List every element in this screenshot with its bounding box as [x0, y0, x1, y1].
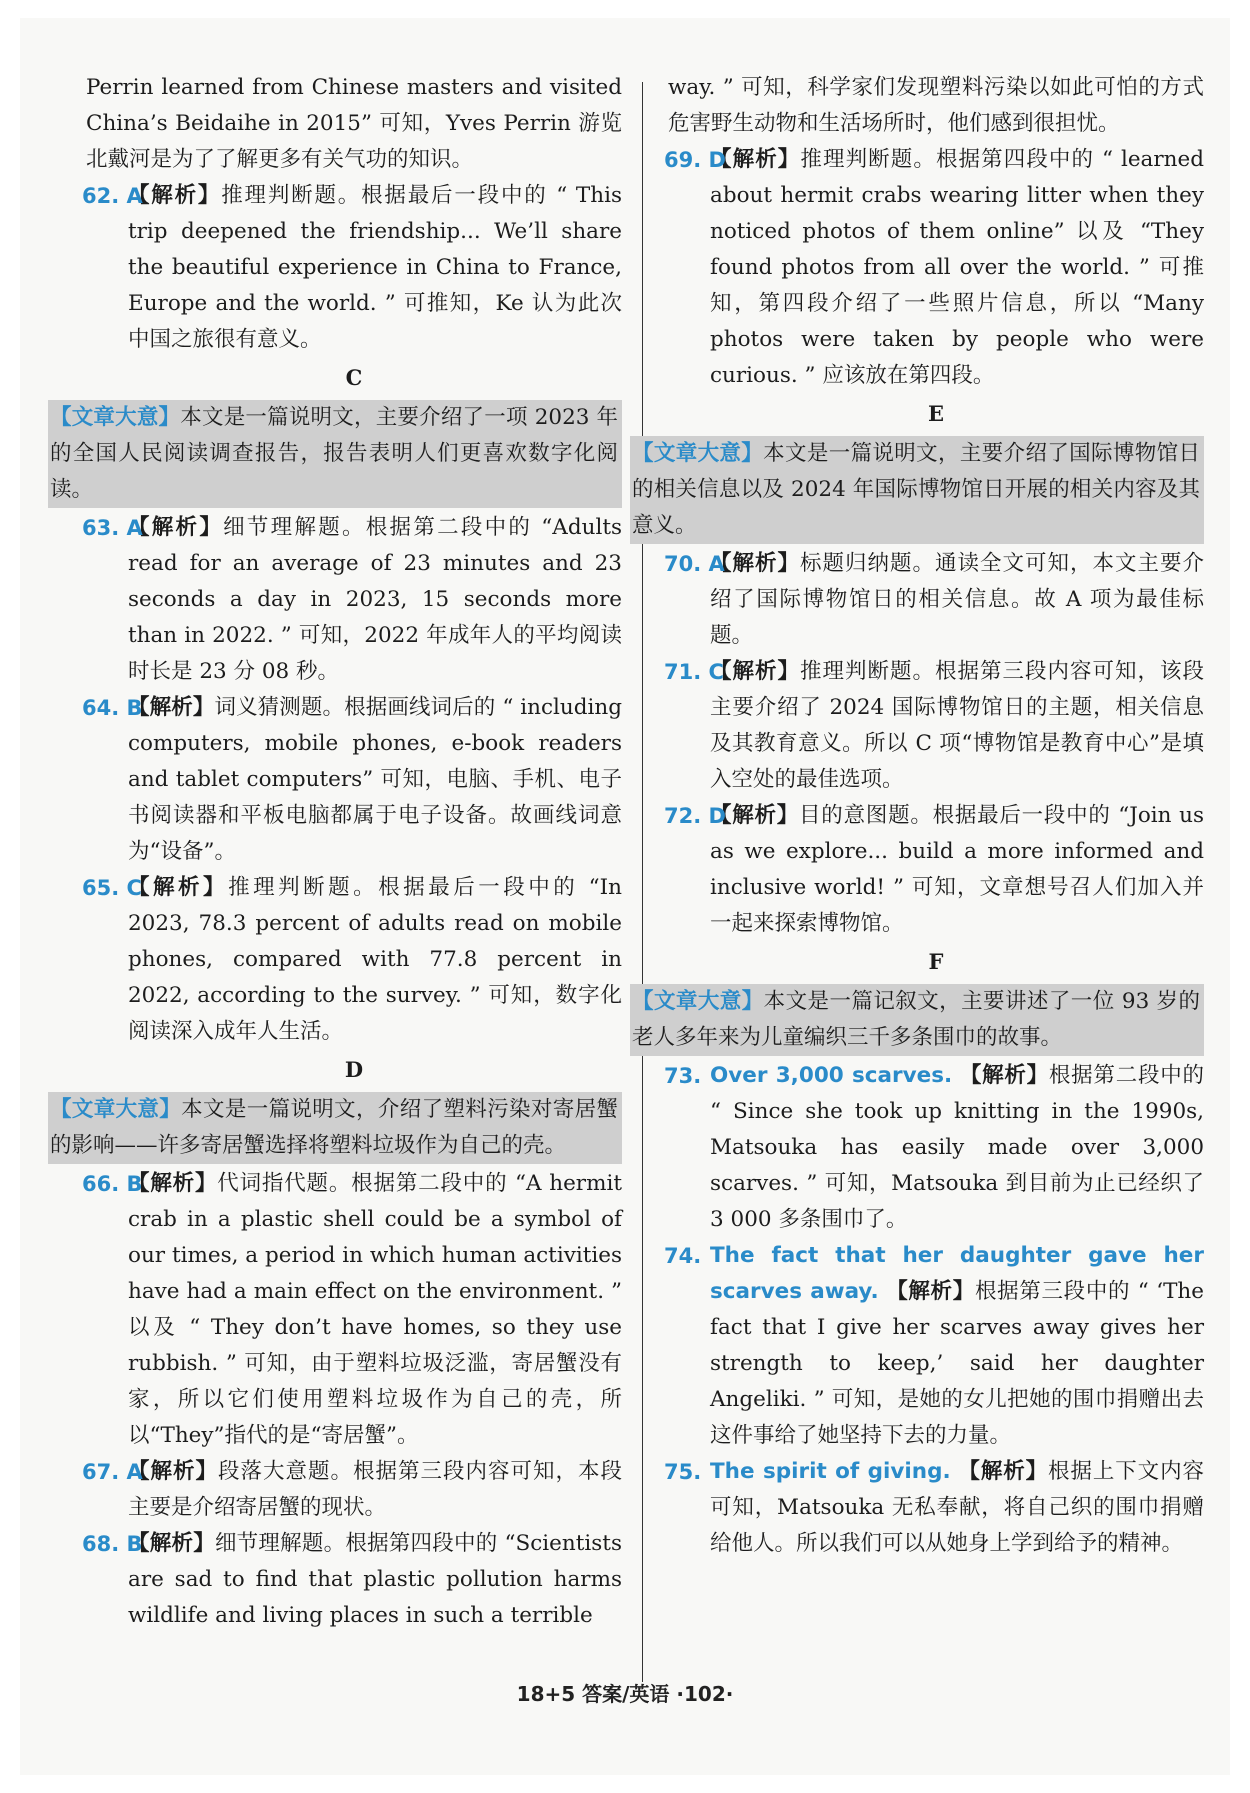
summary-label: 【文章大意】	[632, 989, 764, 1014]
analysis-text: 推理判断题。根据最后一段中的 “In 2023, 78.3 percent of adults read on mobile phones, compared with 77.8 percent in 2022, according to the survey. ” 可知，数字化阅读深入成年人生活。	[128, 875, 622, 1044]
question-number: 70. A	[664, 552, 725, 576]
article-summary-f	[630, 984, 1204, 1056]
analysis-text: 段落大意题。根据第三段内容可知，本段主要是介绍寄居蟹的现状。	[128, 1459, 622, 1520]
summary-text: 本文是一篇记叙文，主要讲述了一位 93 岁的老人多年来为儿童编织三千多条围巾的故事。	[632, 989, 1200, 1050]
section-heading-c: C	[345, 365, 363, 390]
analysis-tag: 【解析】	[710, 147, 801, 172]
answer-72	[664, 798, 1204, 942]
analysis-text: 根据第二段中的 “ Since she took up knitting in the 1990s, Matsouka has easily made over 3,000 scarves. ” 可知，Matsouka 到目前为止已经织了 3 000 多条围巾了。	[710, 1063, 1204, 1232]
answer-75	[664, 1454, 1204, 1562]
answer-71	[664, 654, 1204, 798]
analysis-tag: 【解析】	[128, 1459, 218, 1484]
analysis-tag: 【解析】	[128, 695, 215, 720]
analysis-text: 推理判断题。根据第四段中的 “ learned about hermit crabs wearing litter when they noticed photos of them online” 以及 “They found photos from all over the world. ” 可推知，第四段介绍了一些照片信息，所以 “Many photos were taken by people who were curious. ” 应该放在第四段。	[710, 147, 1204, 388]
analysis-text: 根据上下文内容可知，Matsouka 无私奉献，将自己织的围巾捐赠给他人。所以我们可以从她身上学到给予的精神。	[710, 1459, 1204, 1556]
answer-text: Over 3,000 scarves.	[710, 1063, 953, 1088]
question-number: 72. D	[664, 804, 726, 828]
article-summary-d	[48, 1092, 622, 1164]
question-number: 69. D	[664, 148, 726, 172]
answer-64	[82, 690, 622, 870]
analysis-tag: 【解析】	[958, 1459, 1049, 1484]
answer-65	[82, 870, 622, 1050]
article-summary-c	[48, 400, 622, 508]
analysis-text: 目的意图题。根据最后一段中的 “Join us as we explore... build a more informed and inclusive world! ” 可知，文章想号召人们加入并一起来探索博物馆。	[710, 803, 1204, 936]
analysis-tag: 【解析】	[886, 1279, 975, 1304]
continued-text: way. ” 可知，科学家们发现塑料污染以如此可怕的方式危害野生动物和生活场所时，他们感到很担忧。	[668, 75, 1204, 136]
analysis-tag: 【解析】	[128, 1531, 215, 1556]
question-number: 75.	[664, 1460, 702, 1484]
answer-74	[664, 1238, 1205, 1454]
answer-text: The spirit of giving.	[710, 1459, 951, 1484]
article-summary-e	[630, 436, 1204, 544]
summary-label: 【文章大意】	[50, 1097, 182, 1122]
analysis-tag: 【解析】	[128, 183, 222, 208]
question-number: 67. A	[82, 1460, 143, 1484]
question-number: 63. A	[82, 516, 143, 540]
analysis-text: 细节理解题。根据第二段中的 “Adults read for an average of 23 minutes and 23 seconds a day in 2023, 15 seconds more than in 2022. ” 可知，2022 年成年人的平均阅读时长是 23 分 08 秒。	[128, 515, 622, 684]
analysis-text: 推理判断题。根据最后一段中的 “ This trip deepened the friendship... We’ll share the beautiful experience in China to France, Europe and the world. ” 可推知，Ke 认为此次中国之旅很有意义。	[128, 183, 622, 352]
answer-69	[664, 142, 1204, 394]
summary-text: 本文是一篇说明文，主要介绍了国际博物馆日的相关信息以及 2024 年国际博物馆日开展的相关内容及其意义。	[632, 441, 1200, 538]
answer-page	[20, 18, 1230, 1775]
summary-label: 【文章大意】	[632, 441, 764, 466]
question-number: 74.	[664, 1244, 702, 1268]
analysis-tag: 【解析】	[959, 1063, 1049, 1088]
analysis-tag: 【解析】	[128, 515, 224, 540]
answer-70	[664, 546, 1204, 654]
summary-text: 本文是一篇说明文，介绍了塑料污染对寄居蟹的影响——许多寄居蟹选择将塑料垃圾作为自己的壳。	[50, 1097, 618, 1158]
analysis-text: 词义猜测题。根据画线词后的 “ including computers, mobile phones, e-book readers and tablet computers” 可知，电脑、手机、电子书阅读器和平板电脑都属于电子设备。故画线词意为“设备”。	[128, 695, 622, 864]
right-column	[632, 70, 1205, 1562]
section-heading-f: F	[928, 949, 944, 974]
answer-68	[82, 1526, 622, 1634]
left-column	[50, 70, 622, 1634]
question-number: 73.	[664, 1064, 702, 1088]
answer-73	[664, 1058, 1204, 1238]
analysis-text: 代词指代题。根据第二段中的 “A hermit crab in a plastic shell could be a symbol of our times, a period in which human activities have had a main effect on the environment. ” 以及 “ They don’t have homes, so they use rubbish. ” 可知，由于塑料垃圾泛滥，寄居蟹没有家，所以它们使用塑料垃圾作为自己的壳，所以“They”指代的是“寄居蟹”。	[128, 1171, 622, 1448]
column-divider	[642, 82, 643, 1682]
analysis-tag: 【解析】	[710, 803, 800, 828]
question-number: 68. B	[82, 1532, 143, 1556]
answer-67	[82, 1454, 622, 1526]
question-number: 62. A	[82, 184, 143, 208]
continued-text: Perrin learned from Chinese masters and visited China’s Beidaihe in 2015” 可知，Yves Perrin 游览北戴河是为了了解更多有关气功的知识。	[86, 75, 622, 172]
analysis-tag: 【解析】	[710, 659, 800, 684]
question-number: 66. B	[82, 1172, 143, 1196]
analysis-text: 根据第三段中的 “ ‘The fact that I give her scarves away gives her strength to keep,’ said her daughter Angeliki. ” 可知，是她的女儿把她的围巾捐赠出去这件事给了她坚持下去的力量。	[710, 1279, 1205, 1448]
analysis-tag: 【解析】	[128, 1171, 218, 1196]
analysis-tag: 【解析】	[710, 551, 800, 576]
answer-63	[82, 510, 622, 690]
answer-66	[82, 1166, 622, 1454]
question-number: 71. C	[664, 660, 724, 684]
section-heading-d: D	[344, 1057, 364, 1082]
summary-label: 【文章大意】	[50, 405, 181, 430]
section-heading-e: E	[927, 401, 944, 426]
question-number: 65. C	[82, 876, 142, 900]
page-footer: 18+5 答案/英语 ·102·	[516, 1682, 734, 1706]
answer-62	[82, 178, 622, 358]
analysis-tag: 【解析】	[128, 875, 229, 900]
answer-text: The fact that her daughter gave her scarves away.	[710, 1243, 1204, 1304]
analysis-text: 标题归纳题。通读全文可知，本文主要介绍了国际博物馆日的相关信息。故 A 项为最佳标题。	[710, 551, 1204, 648]
analysis-text: 推理判断题。根据第三段内容可知，该段主要介绍了 2024 国际博物馆日的主题，相关信息及其教育意义。所以 C 项“博物馆是教育中心”是填入空处的最佳选项。	[710, 659, 1204, 792]
summary-text: 本文是一篇说明文，主要介绍了一项 2023 年的全国人民阅读调查报告，报告表明人们更喜欢数字化阅读。	[50, 405, 618, 502]
analysis-text: 细节理解题。根据第四段中的 “Scientists are sad to find that plastic pollution harms wildlife and living places in such a terrible	[128, 1531, 622, 1628]
question-number: 64. B	[82, 696, 143, 720]
